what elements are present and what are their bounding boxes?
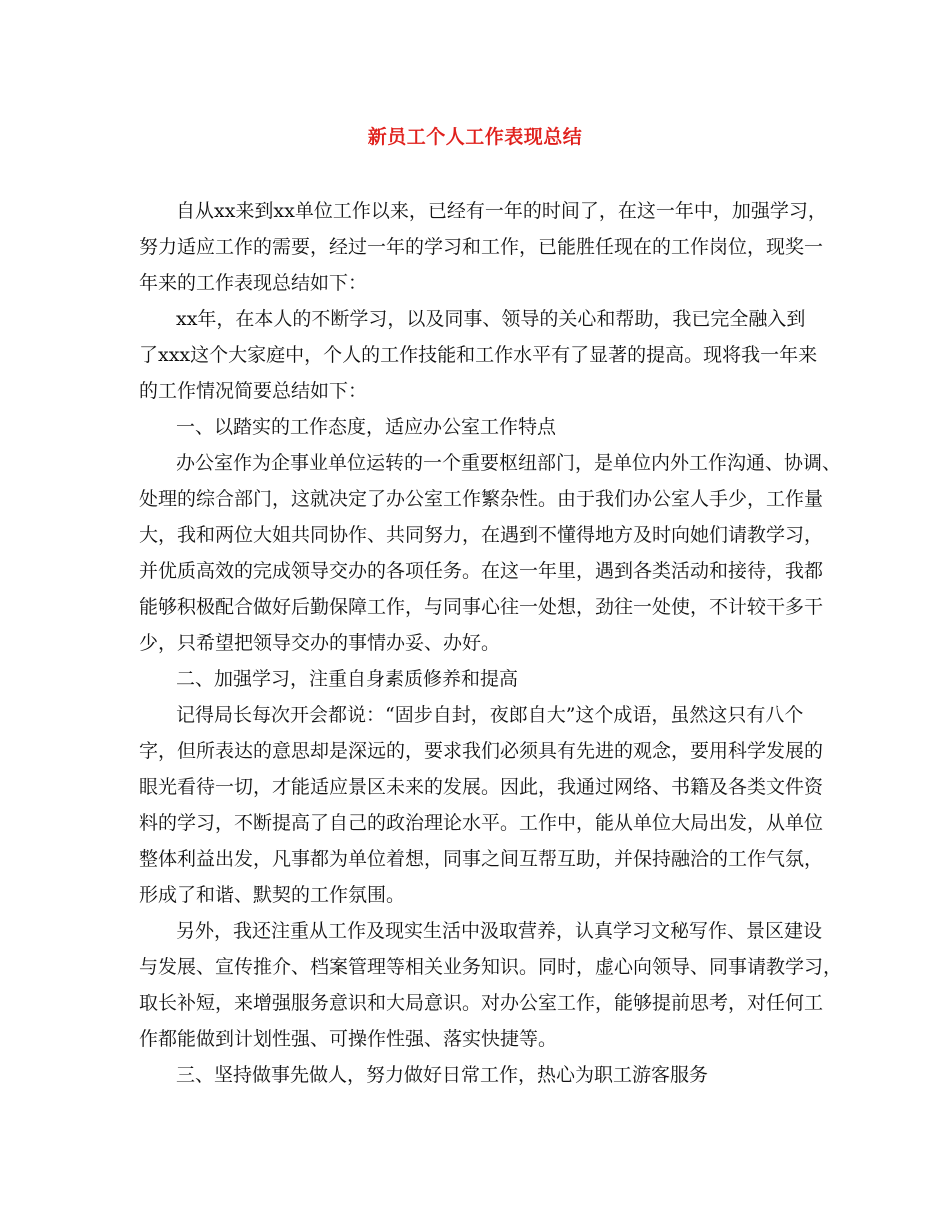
section-heading-3: 三、坚持做事先做人，努力做好日常工作，热心为职工游客服务 bbox=[176, 1064, 709, 1086]
body-line: xx年，在本人的不断学习，以及同事、领导的关心和帮助，我已完全融入到 bbox=[176, 308, 806, 330]
body-line: 整体利益出发，凡事都为单位着想，同事之间互帮互助，并保持融洽的工作气氛， bbox=[139, 848, 824, 870]
body-line: 并优质高效的完成领导交办的各项任务。在这一年里，遇到各类活动和接待，我都 bbox=[139, 560, 824, 582]
body-line: 少，只希望把领导交办的事情办妥、办好。 bbox=[139, 632, 501, 654]
body-line: 的工作情况简要总结如下： bbox=[139, 380, 368, 402]
body-line: 记得局长每次开会都说：“固步自封，夜郎自大”这个成语，虽然这只有八个 bbox=[176, 704, 804, 726]
body-line: 了xxx这个大家庭中，个人的工作技能和工作水平有了显著的提高。现将我一年来 bbox=[139, 344, 818, 366]
body-line: 年来的工作表现总结如下： bbox=[139, 272, 368, 294]
body-line: 与发展、宣传推介、档案管理等相关业务知识。同时，虚心向领导、同事请教学习， bbox=[139, 956, 843, 978]
body-line: 大，我和两位大姐共同协作、共同努力，在遇到不懂得地方及时向她们请教学习， bbox=[139, 524, 824, 546]
document-title: 新员工个人工作表现总结 bbox=[367, 126, 583, 148]
body-line: 料的学习，不断提高了自己的政治理论水平。工作中，能从单位大局出发，从单位 bbox=[139, 812, 824, 834]
body-line: 作都能做到计划性强、可操作性强、落实快捷等。 bbox=[139, 1028, 558, 1050]
body-line: 取长补短，来增强服务意识和大局意识。对办公室工作，能够提前思考，对任何工 bbox=[139, 992, 824, 1014]
body-line: 自从xx来到xx单位工作以来，已经有一年的时间了，在这一年中，加强学习， bbox=[176, 200, 827, 222]
body-line: 眼光看待一切，才能适应景区未来的发展。因此，我通过网络、书籍及各类文件资 bbox=[139, 776, 824, 798]
body-line: 字，但所表达的意思却是深远的，要求我们必须具有先进的观念，要用科学发展的 bbox=[139, 740, 824, 762]
body-line: 努力适应工作的需要，经过一年的学习和工作，已能胜任现在的工作岗位，现奖一 bbox=[139, 236, 824, 258]
section-heading-1: 一、以踏实的工作态度，适应办公室工作特点 bbox=[176, 416, 557, 438]
body-line: 另外，我还注重从工作及现实生活中汲取营养，认真学习文秘写作、景区建设 bbox=[176, 920, 823, 942]
section-heading-2: 二、加强学习，注重自身素质修养和提高 bbox=[176, 668, 519, 690]
body-line: 能够积极配合做好后勤保障工作，与同事心往一处想，劲往一处使，不计较干多干 bbox=[139, 596, 824, 618]
body-line: 形成了和谐、默契的工作氛围。 bbox=[139, 884, 406, 906]
body-line: 办公室作为企事业单位运转的一个重要枢纽部门，是单位内外工作沟通、协调、 bbox=[176, 452, 842, 474]
body-line: 处理的综合部门，这就决定了办公室工作繁杂性。由于我们办公室人手少，工作量 bbox=[139, 488, 824, 510]
